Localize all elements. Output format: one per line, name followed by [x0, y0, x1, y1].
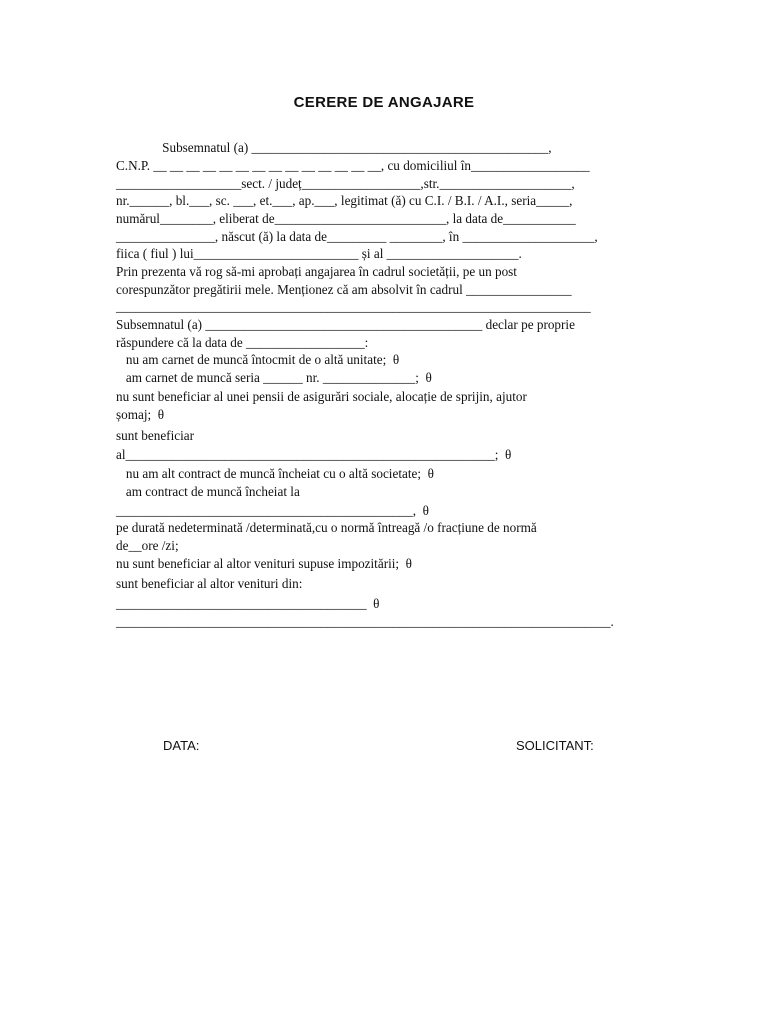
form-line: ______________________________________ θ — [116, 596, 380, 611]
form-line: corespunzător pregătirii mele. Menționez că am absolvit în cadrul ________________ — [116, 282, 572, 297]
form-line: de__ore /zi; — [116, 538, 179, 553]
form-line: C.N.P. __ __ __ __ __ __ __ __ __ __ __ __ __ __, cu domiciliul în__________________ — [116, 158, 590, 173]
form-line: am carnet de muncă seria ______ nr. ______________; θ — [116, 370, 432, 385]
form-line: ___________________________________________________________________________. — [116, 614, 614, 629]
form-line: sunt beneficiar al altor venituri din: — [116, 576, 303, 591]
form-line: al________________________________________________________; θ — [116, 447, 512, 462]
form-line: numărul________, eliberat de__________________________, la data de___________ — [116, 211, 576, 226]
date-label: DATA: — [163, 738, 200, 753]
document-title: CERERE DE ANGAJARE — [293, 94, 475, 111]
applicant-label: SOLICITANT: — [516, 738, 594, 753]
form-line: nr.______, bl.___, sc. ___, et.___, ap.___, legitimat (ă) cu C.I. / B.I. / A.I., seria_____, — [116, 193, 573, 208]
form-line: Subsemnatul (a) __________________________________________ declar pe proprie — [116, 317, 575, 332]
form-line: sunt beneficiar — [116, 428, 194, 443]
form-line: Subsemnatul (a) _____________________________________________, — [116, 140, 552, 155]
form-line: ________________________________________________________________________ — [116, 299, 591, 314]
form-line: nu sunt beneficiar al altor venituri supuse impozitării; θ — [116, 556, 412, 571]
form-line: nu sunt beneficiar al unei pensii de asigurări sociale, alocație de sprijin, ajutor — [116, 389, 527, 404]
form-line: nu am carnet de muncă întocmit de o altă unitate; θ — [116, 352, 400, 367]
form-line: am contract de muncă încheiat la — [116, 484, 300, 499]
form-line: ___________________sect. / județ__________________,str.____________________, — [116, 176, 575, 191]
form-line: _____________________________________________, θ — [116, 503, 429, 518]
form-line: nu am alt contract de muncă încheiat cu o altă societate; θ — [116, 466, 434, 481]
form-line: răspundere că la data de __________________: — [116, 335, 369, 350]
form-line: _______________, născut (ă) la data de_________ ________, în ____________________, — [116, 229, 598, 244]
form-line: Prin prezenta vă rog să-mi aprobați angajarea în cadrul societății, pe un post — [116, 264, 517, 279]
form-line: fiica ( fiul ) lui_________________________ și al ____________________. — [116, 246, 522, 261]
form-line: pe durată nedeterminată /determinată,cu o normă întreagă /o fracțiune de normă — [116, 520, 537, 535]
form-line: șomaj; θ — [116, 407, 165, 422]
